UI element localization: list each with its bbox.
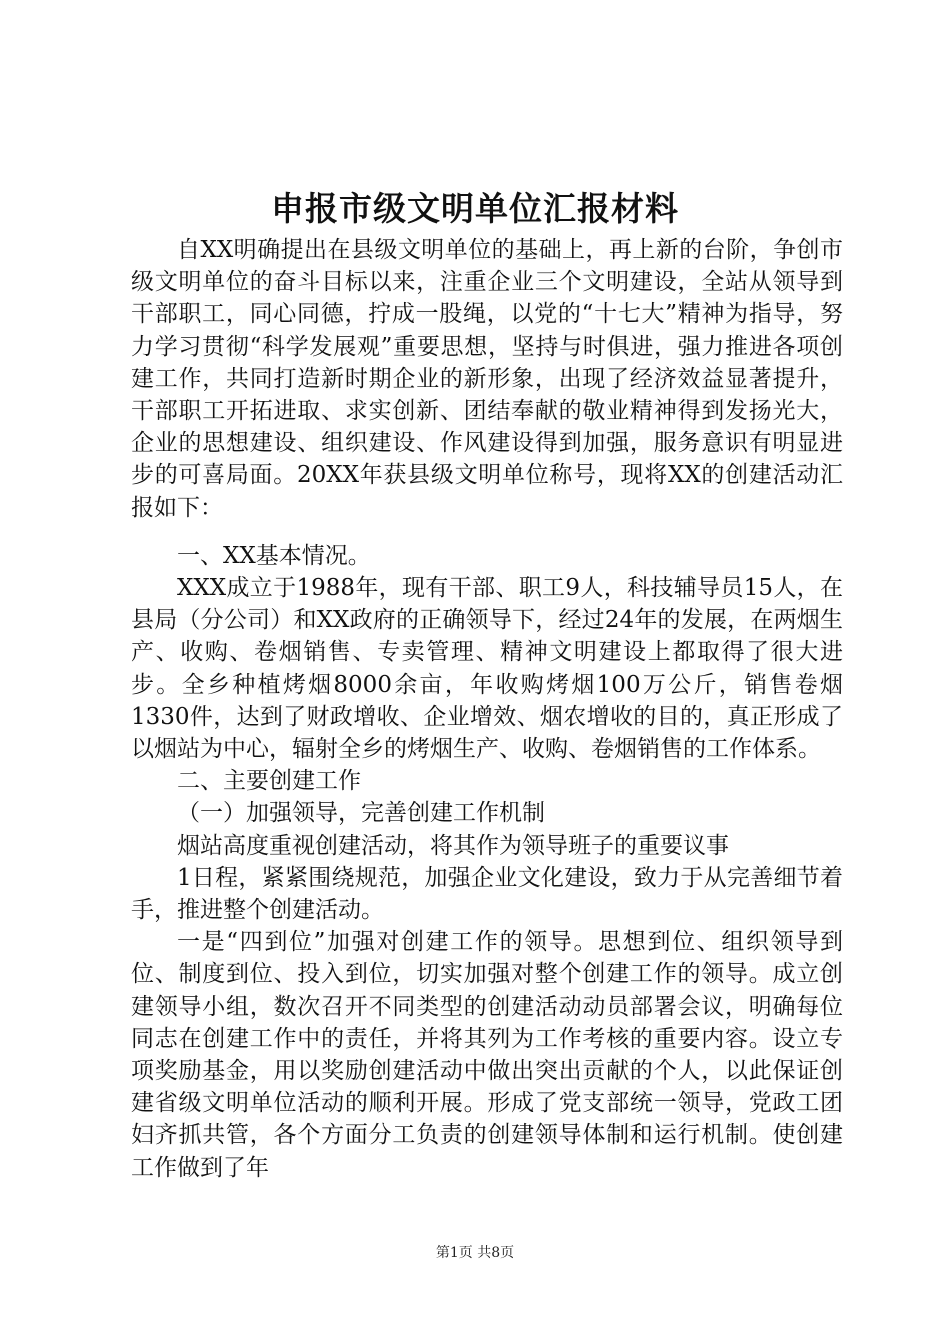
heading-main-work: 二、主要创建工作	[177, 768, 361, 795]
paragraph-intro: 自XX明确提出在县级文明单位的基础上，再上新的台阶，争创市级文明单位的奋斗目标以来，注重企业三个文明建设，全站从领导到干部职工，同心同德，拧成一股绳，以党的“十七大”精神为指导，努力学习贯彻“科学发展观”重要思想，坚持与时俱进，强力推进各项创建工作，共同打造新时期企业的新形象，出现了经济效益显著提升，干部职工开拓进取、求实创新、团结奉献的敬业精神得到发扬光大，企业的思想建设、组织建设、作风建设得到加强，服务意识有明显进步的可喜局面。20XX年获县级文明单位称号，现将XX的创建活动汇报如下：	[131, 237, 843, 521]
paragraph-basic-info: XXX成立于1988年，现有干部、职工9人，科技辅导员15人，在县局（分公司）和XX政府的正确领导下，经过24年的发展，在两烟生产、收购、卷烟销售、专卖管理、精神文明建设上都取得了很大进步。全乡种植烤烟8000余亩，年收购烤烟100万公斤，销售卷烟1330件，达到了财政增收、企业增效、烟农增收的目的，真正形成了以烟站为中心，辐射全乡的烤烟生产、收购、卷烟销售的工作体系。	[131, 575, 843, 763]
paragraph-four-in-place: 一是“四到位”加强对创建工作的领导。思想到位、组织领导到位、制度到位、投入到位，切实加强对整个创建工作的领导。成立创建领导小组，数次召开不同类型的创建活动动员部署会议，明确每位同志在创建工作中的责任，并将其列为工作考核的重要内容。设立专项奖励基金，用以奖励创建活动中做出突出贡献的个人，以此保证创建省级文明单位活动的顺利开展。形成了党支部统一领导，党政工团妇齐抓共管，各个方面分工负责的创建领导体制和运行机制。使创建工作做到了年	[131, 929, 843, 1181]
subheading-leadership: （一）加强领导，完善创建工作机制	[177, 800, 545, 827]
paragraph-leadership-2: 1日程，紧紧围绕规范，加强企业文化建设，致力于从完善细节着手，推进整个创建活动。	[131, 864, 843, 924]
document-title: 申报市级文明单位汇报材料	[271, 189, 679, 228]
page-footer: 第1页 共8页	[435, 1245, 515, 1261]
document-body	[131, 234, 843, 1184]
paragraph-leadership-1: 烟站高度重视创建活动，将其作为领导班子的重要议事	[177, 832, 729, 859]
heading-basic-info: 一、XX基本情况。	[177, 542, 371, 569]
